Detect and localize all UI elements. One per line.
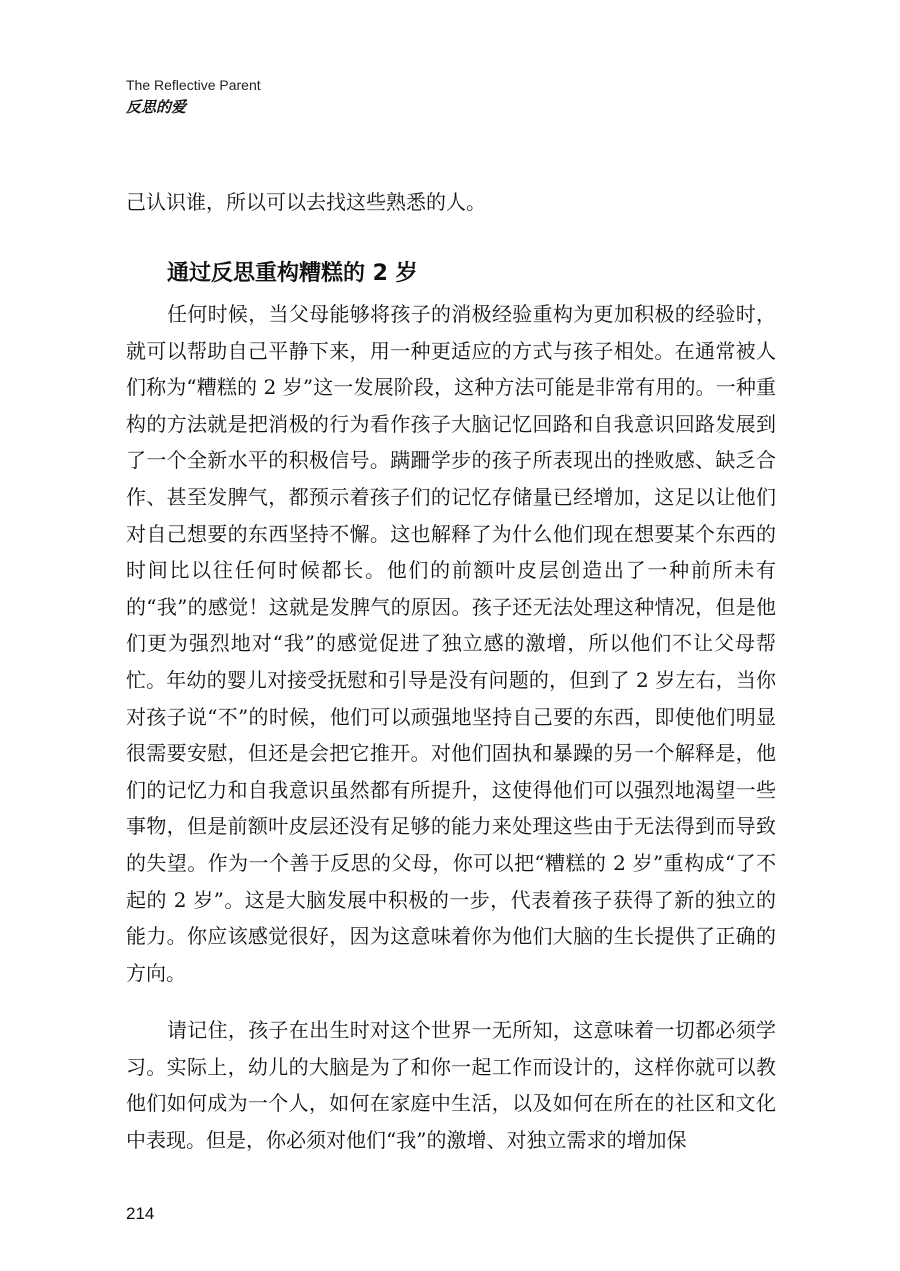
continued-paragraph: 己认识谁，所以可以去找这些熟悉的人。 xyxy=(126,190,486,214)
body-paragraph-2: 请记住，孩子在出生时对这个世界一无所知，这意味着一切都必须学习。实际上，幼儿的大脑是为了和你一起工作而设计的，这样你就可以教他们如何成为一个人，如何在家庭中生活，以及如何在所在的社区和文化中表现。但是，你必须对他们“我”的激增、对独立需求的增加保 xyxy=(126,1018,776,1152)
running-header xyxy=(126,76,261,118)
book-title-english: The Reflective Parent xyxy=(126,77,261,93)
page-number: 214 xyxy=(126,1204,155,1223)
body-paragraph-1: 任何时候，当父母能够将孩子的消极经验重构为更加积极的经验时，就可以帮助自己平静下来，用一种更适应的方式与孩子相处。在通常被人们称为“糟糕的 2 岁”这一发展阶段，这种方法可能是非常有用的。一种重构的方法就是把消极的行为看作孩子大脑记忆回路和自我意识回路发展到了一个全新水平的积极信号。蹒跚学步的孩子所表现出的挫败感、缺乏合作、甚至发脾气，都预示着孩子们的记忆存储量已经增加，这足以让他们对自己想要的东西坚持不懈。这也解释了为什么他们现在想要某个东西的时间比以往任何时候都长。他们的前额叶皮层创造出了一种前所未有的“我”的感觉！这就是发脾气的原因。孩子还无法处理这种情况，但是他们更为强烈地对“我”的感觉促进了独立感的激增，所以他们不让父母帮忙。年幼的婴儿对接受抚慰和引导是没有问题的，但到了 2 岁左右，当你对孩子说“不”的时候，他们可以顽强地坚持自己要的东西，即使他们明显很需要安慰，但还是会把它推开。对他们固执和暴躁的另一个解释是，他们的记忆力和自我意识虽然都有所提升，这使得他们可以强烈地渴望一些事物，但是前额叶皮层还没有足够的能力来处理这些由于无法得到而导致的失望。作为一个善于反思的父母，你可以把“糟糕的 2 岁”重构成“了不起的 2 岁”。这是大脑发展中积极的一步，代表着孩子获得了新的独立的能力。你应该感觉很好，因为这意味着你为他们大脑的生长提供了正确的方向。 xyxy=(126,302,776,985)
section-heading: 通过反思重构糟糕的 2 岁 xyxy=(167,261,418,286)
book-title-chinese: 反思的爱 xyxy=(126,98,187,116)
